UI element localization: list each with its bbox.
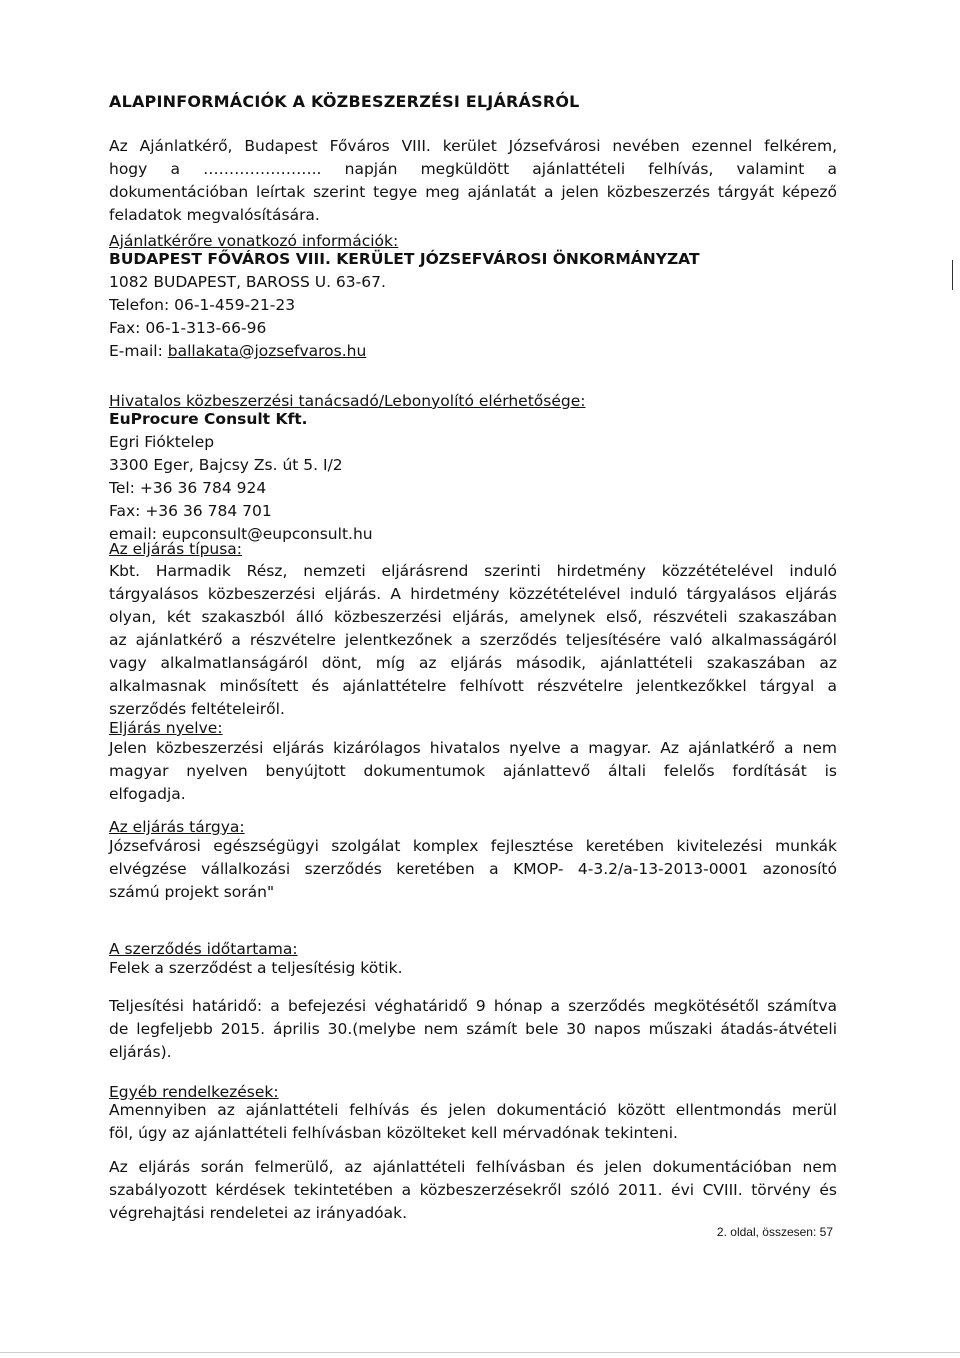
other-provisions-line: Amennyiben az ajánlattételi felhívás és jelen dokumentáció között ellentmondás merül [109, 1101, 837, 1119]
procedure-type-line: olyan, két szakaszból álló közbeszerzési eljárás, amelynek első, részvételi szakaszában [109, 608, 837, 626]
deadline-line: de legfeljebb 2015. április 30.(melybe nem számít bele 30 napos műszaki átadás-átvételi [109, 1020, 837, 1038]
procedure-type-heading: Az eljárás típusa: [109, 540, 243, 558]
advisor-name: EuProcure Consult Kft. [109, 410, 308, 428]
contracting-authority-name: BUDAPEST FŐVÁROS VIII. KERÜLET JÓZSEFVÁROSI ÖNKORMÁNYZAT [109, 250, 700, 268]
other-provisions-line: végrehajtási rendeletei az irányadóak. [109, 1204, 408, 1222]
procedure-type-line: Kbt. Harmadik Rész, nemzeti eljárásrend szerinti hirdetmény közzétételével induló [109, 562, 837, 580]
contracting-authority-address: 1082 BUDAPEST, BAROSS U. 63-67. [109, 273, 386, 291]
subject-line: elvégzése vállalkozási szerződés keretében a KMOP- 4-3.2/a-13-2013-0001 azonosító [109, 860, 837, 878]
language-line: Jelen közbeszerzési eljárás kizárólagos hivatalos nyelve a magyar. Az ajánlatkérő a nem [109, 739, 837, 757]
intro-line: dokumentációban leírtak szerint tegye meg ajánlatát a jelen közbeszerzés tárgyát képező [109, 183, 837, 201]
other-provisions-line: Az eljárás során felmerülő, az ajánlattételi felhívásban és jelen dokumentációban nem [109, 1158, 837, 1176]
deadline-line: Teljesítési határidő: a befejezési véghatáridő 9 hónap a szerződés megkötésétől számítva [109, 997, 837, 1015]
other-provisions-line: föl, úgy az ajánlattételi felhívásban közölteket kell mérvadónak tekinteni. [109, 1124, 678, 1142]
page-number: 2. oldal, összesen: 57 [716, 1225, 833, 1239]
subject-heading: Az eljárás tárgya: [109, 818, 245, 836]
language-line: magyar nyelven benyújtott dokumentumok ajánlattevő általi felelős fordítását is [109, 762, 837, 780]
subject-line: számú projekt során" [109, 883, 275, 901]
other-provisions-line: szabályozott kérdések tekintetében a közbeszerzésekről szóló 2011. évi CVIII. törvény és [109, 1181, 837, 1199]
language-line: elfogadja. [109, 785, 186, 803]
intro-line: feladatok megvalósítására. [109, 206, 320, 224]
email-link[interactable]: ballakata@jozsefvaros.hu [167, 342, 367, 360]
advisor-phone: Tel: +36 36 784 924 [109, 479, 267, 497]
contracting-authority-heading: Ajánlatkérőre vonatkozó információk: [109, 232, 399, 250]
procedure-type-line: az ajánlatkérő a részvételre jelentkezőnek a szerződés teljesítésére való alkalmasságáról [109, 631, 837, 649]
contracting-authority-phone: Telefon: 06-1-459-21-23 [109, 296, 296, 314]
advisor-fax: Fax: +36 36 784 701 [109, 502, 272, 520]
email-label: E-mail: [109, 342, 168, 360]
advisor-address: 3300 Eger, Bajcsy Zs. út 5. I/2 [109, 456, 343, 474]
duration-text: Felek a szerződést a teljesítésig kötik. [109, 959, 403, 977]
duration-heading: A szerződés időtartama: [109, 940, 298, 958]
procedure-type-line: alkalmasnak minősített és ajánlattételre felhívott részvételre jelentkezőkkel tárgyal a [109, 677, 837, 695]
procedure-type-line: tárgyalásos közbeszerzési eljárás. A hirdetmény közzétételével induló tárgyalásos eljárás [109, 585, 837, 603]
intro-line: hogy a ………………….. napján megküldött ajánlattételi felhívás, valamint a [109, 160, 837, 178]
document-title: ALAPINFORMÁCIÓK A KÖZBESZERZÉSI ELJÁRÁSRÓL [109, 92, 580, 111]
contracting-authority-email-row [109, 340, 366, 364]
advisor-heading: Hivatalos közbeszerzési tanácsadó/Lebonyolító elérhetősége: [109, 392, 586, 410]
subject-line: Józsefvárosi egészségügyi szolgálat komplex fejlesztése keretében kivitelezési munkák [109, 837, 837, 855]
contracting-authority-fax: Fax: 06-1-313-66-96 [109, 319, 267, 337]
other-provisions-heading: Egyéb rendelkezések: [109, 1083, 279, 1101]
advisor-branch: Egri Fióktelep [109, 433, 215, 451]
language-heading: Eljárás nyelve: [109, 719, 223, 737]
deadline-line: eljárás). [109, 1043, 172, 1061]
intro-line: Az Ajánlatkérő, Budapest Főváros VIII. kerület Józsefvárosi nevében ezennel felkérem, [109, 137, 837, 155]
procedure-type-line: szerződés feltételeiről. [109, 700, 285, 718]
advisor-email: email: eupconsult@eupconsult.hu [109, 525, 373, 543]
scan-edge-mark [952, 260, 953, 290]
scan-bottom-edge [0, 1352, 960, 1353]
procedure-type-line: vagy alkalmatlanságáról dönt, míg az eljárás második, ajánlattételi szakaszában az [109, 654, 837, 672]
